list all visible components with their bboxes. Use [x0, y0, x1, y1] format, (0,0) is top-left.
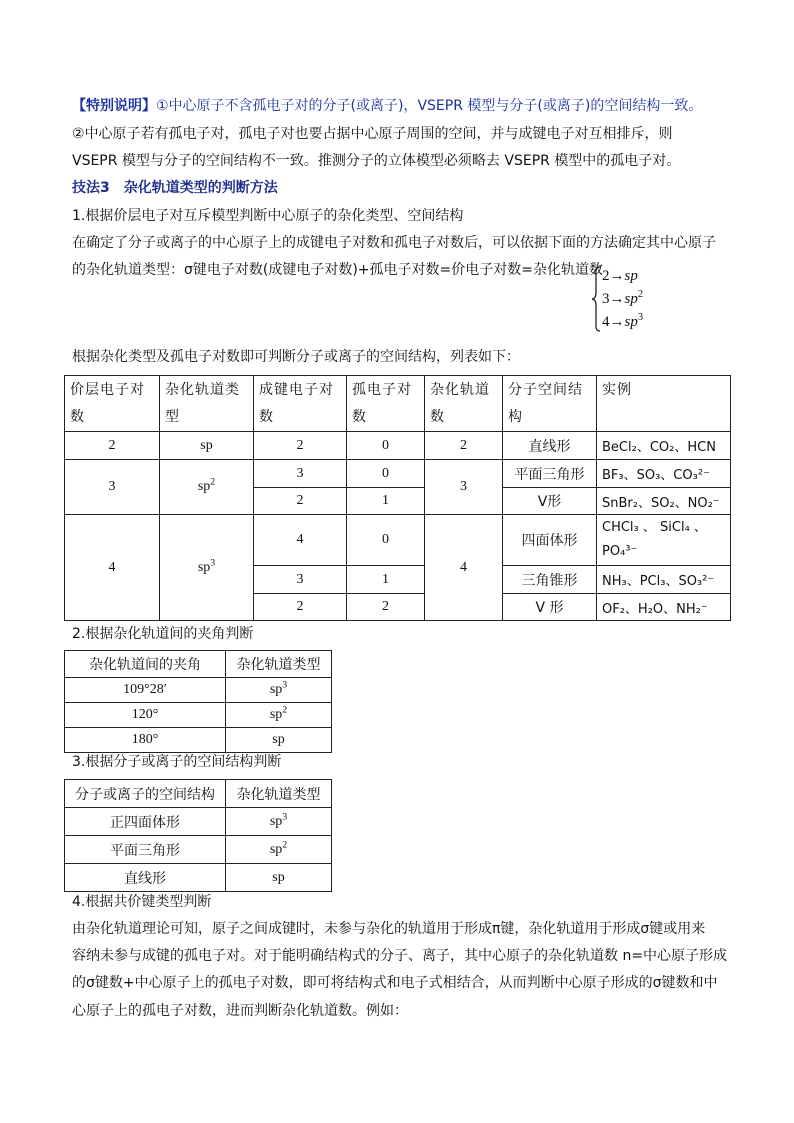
cell-lone-pairs: 0 [347, 460, 425, 488]
cell-hybridization [226, 678, 332, 703]
cell-lone-pairs: 1 [347, 566, 425, 594]
hyb-sup: 3 [210, 556, 216, 568]
hyb-text: sp [200, 437, 213, 453]
cell-angle: 120° [65, 703, 226, 728]
table-row [65, 432, 731, 460]
hyb-text: sp [269, 841, 283, 857]
sec2-title: 2.根据杂化轨道间的夹角判断 [72, 626, 254, 642]
brace-icon [592, 266, 601, 332]
special-note-line3: VSEPR 模型与分子的空间结构不一致。推测分子的立体模型必须略去 VSEPR 模型中的孤电子对。 [72, 153, 681, 169]
sec4-para-line1: 由杂化轨道理论可知，原子之间成键时，未参与杂化的轨道用于形成π键，杂化轨道用于形成σ键或用来 [72, 921, 706, 937]
brace-num: 4 [602, 314, 610, 330]
header-cell: 孤电子对数 [347, 376, 425, 432]
table-row [65, 460, 731, 488]
header-cell: 杂化轨道类型 [160, 376, 254, 432]
cell-bonding-pairs: 3 [254, 566, 347, 594]
hyb-text: sp [272, 732, 285, 747]
table-header-row [65, 651, 332, 678]
header-cell: 分子空间结构 [503, 376, 597, 432]
brace-hyb: sp [624, 268, 638, 284]
header-cell: 实例 [597, 376, 731, 432]
hyb-sup: 2 [282, 704, 288, 716]
cell-bonding-pairs: 2 [254, 432, 347, 460]
sec4-para-line4: 心原子上的孤电子对数，进而判断杂化轨道数。例如： [72, 1003, 408, 1019]
sec1-para-line1: 在确定了分子或离子的中心原子上的成键电子对数和孤电子对数后，可以依据下面的方法确定其中心原子 [72, 235, 716, 251]
brace-line-sp [602, 268, 638, 285]
cell-hybridization [226, 728, 332, 753]
cell-bonding-pairs: 4 [254, 515, 347, 566]
header-cell: 成键电子对数 [254, 376, 347, 432]
cell-lone-pairs: 2 [347, 594, 425, 621]
cell-examples [597, 515, 731, 566]
table-row [65, 864, 332, 892]
table-row [65, 515, 731, 566]
cell-lone-pairs: 0 [347, 515, 425, 566]
hyb-text: sp [269, 682, 283, 697]
hyb-text: sp [197, 479, 211, 494]
table-row [65, 728, 332, 753]
arrow-icon: → [609, 314, 625, 330]
hybridization-table [64, 375, 731, 621]
cell-examples: SnBr₂、SO₂、NO₂⁻ [597, 488, 731, 515]
brace-hyb: sp [624, 291, 638, 307]
table-header-row [65, 780, 332, 808]
cell-shape: 直线形 [65, 864, 226, 892]
cell-lone-pairs: 1 [347, 488, 425, 515]
cell-shape: 平面三角形 [503, 460, 597, 488]
brace-hyb-sup: 3 [637, 312, 644, 323]
table-row [65, 836, 332, 864]
brace-hyb: sp [624, 314, 638, 330]
cell-hybridization [226, 703, 332, 728]
special-note-line2: ②中心原子若有孤电子对，孤电子对也要占据中心原子周围的空间，并与成键电子对互相排斥，则 [72, 126, 673, 142]
cell-bonding-pairs: 2 [254, 594, 347, 621]
example-line: PO₄³⁻ [602, 544, 638, 559]
cell-angle: 180° [65, 728, 226, 753]
hyb-text: sp [197, 559, 211, 575]
sec1-intro: 根据杂化类型及孤电子对数即可判断分子或离子的空间结构，列表如下： [72, 349, 520, 365]
cell-hybridization [226, 808, 332, 836]
cell-orbitals: 3 [425, 460, 503, 515]
angle-table [64, 650, 332, 753]
brace-line-sp3 [602, 314, 643, 331]
cell-shape: 平面三角形 [65, 836, 226, 864]
table-row [65, 703, 332, 728]
special-note-text1: ①中心原子不含孤电子对的分子(或离子)，VSEPR 模型与分子(或离子)的空间结构一致。 [156, 98, 703, 114]
hyb-sup: 3 [282, 810, 288, 822]
header-cell: 杂化轨道类型 [226, 780, 332, 808]
hyb-sup: 2 [282, 838, 288, 850]
brace-line-sp2 [602, 291, 643, 308]
cell-shape: V 形 [503, 594, 597, 621]
sec1-para-line2: 的杂化轨道类型：σ键电子对数(成键电子对数)+孤电子对数=价电子对数=杂化轨道数 [72, 262, 603, 278]
table-row [65, 808, 332, 836]
method3-title: 技法3 杂化轨道类型的判断方法 [72, 180, 278, 196]
example-line: CHCl₃ 、 SiCl₄ 、 [602, 520, 707, 535]
cell-shape: 四面体形 [503, 515, 597, 566]
arrow-icon: → [609, 268, 625, 284]
cell-examples: NH₃、PCl₃、SO₃²⁻ [597, 566, 731, 594]
cell-hybridization [226, 836, 332, 864]
table-header-row [65, 376, 731, 432]
cell-orbitals: 4 [425, 515, 503, 621]
sec4-para-line3: 的σ键数+中心原子上的孤电子对数，即可将结构式和电子式相结合，从而判断中心原子形成的σ键数和中 [72, 975, 718, 991]
brace-hyb-sup: 2 [637, 289, 644, 300]
cell-hybridization [160, 460, 254, 515]
header-cell: 杂化轨道类型 [226, 651, 332, 678]
header-cell: 分子或离子的空间结构 [65, 780, 226, 808]
hyb-text: sp [269, 707, 283, 722]
header-cell: 杂化轨道间的夹角 [65, 651, 226, 678]
cell-hybridization [226, 864, 332, 892]
table-row [65, 678, 332, 703]
cell-valence-pairs: 4 [65, 515, 160, 621]
cell-orbitals: 2 [425, 432, 503, 460]
cell-shape: 直线形 [503, 432, 597, 460]
cell-examples: BeCl₂、CO₂、HCN [597, 432, 731, 460]
cell-shape: V形 [503, 488, 597, 515]
hyb-text: sp [272, 869, 285, 885]
sec4-para-line2: 容纳未参与成键的孤电子对。对于能明确结构式的分子、离子，其中心原子的杂化轨道数 n=中心原子形成 [72, 948, 728, 964]
sec3-title: 3.根据分子或离子的空间结构判断 [72, 754, 282, 770]
cell-lone-pairs: 0 [347, 432, 425, 460]
cell-angle: 109°28′ [65, 678, 226, 703]
hyb-text: sp [269, 813, 283, 829]
arrow-icon: → [609, 291, 625, 307]
header-cell: 杂化轨道数 [425, 376, 503, 432]
sec4-title: 4.根据共价键类型判断 [72, 894, 212, 910]
hyb-sup: 2 [210, 476, 216, 488]
special-note-line1 [72, 96, 702, 116]
cell-bonding-pairs: 2 [254, 488, 347, 515]
cell-examples: OF₂、H₂O、NH₂⁻ [597, 594, 731, 621]
hyb-sup: 3 [282, 679, 288, 691]
cell-examples: BF₃、SO₃、CO₃²⁻ [597, 460, 731, 488]
cell-valence-pairs: 2 [65, 432, 160, 460]
cell-valence-pairs: 3 [65, 460, 160, 515]
special-note-head: 【特别说明】 [72, 98, 156, 114]
brace-num: 2 [602, 268, 610, 284]
cell-hybridization [160, 515, 254, 621]
cell-bonding-pairs: 3 [254, 460, 347, 488]
cell-shape: 三角锥形 [503, 566, 597, 594]
sec1-title: 1.根据价层电子对互斥模型判断中心原子的杂化类型、空间结构 [72, 208, 464, 224]
shape-table [64, 779, 332, 892]
brace-num: 3 [602, 291, 610, 307]
header-cell: 价层电子对数 [65, 376, 160, 432]
cell-shape: 正四面体形 [65, 808, 226, 836]
cell-hybridization [160, 432, 254, 460]
